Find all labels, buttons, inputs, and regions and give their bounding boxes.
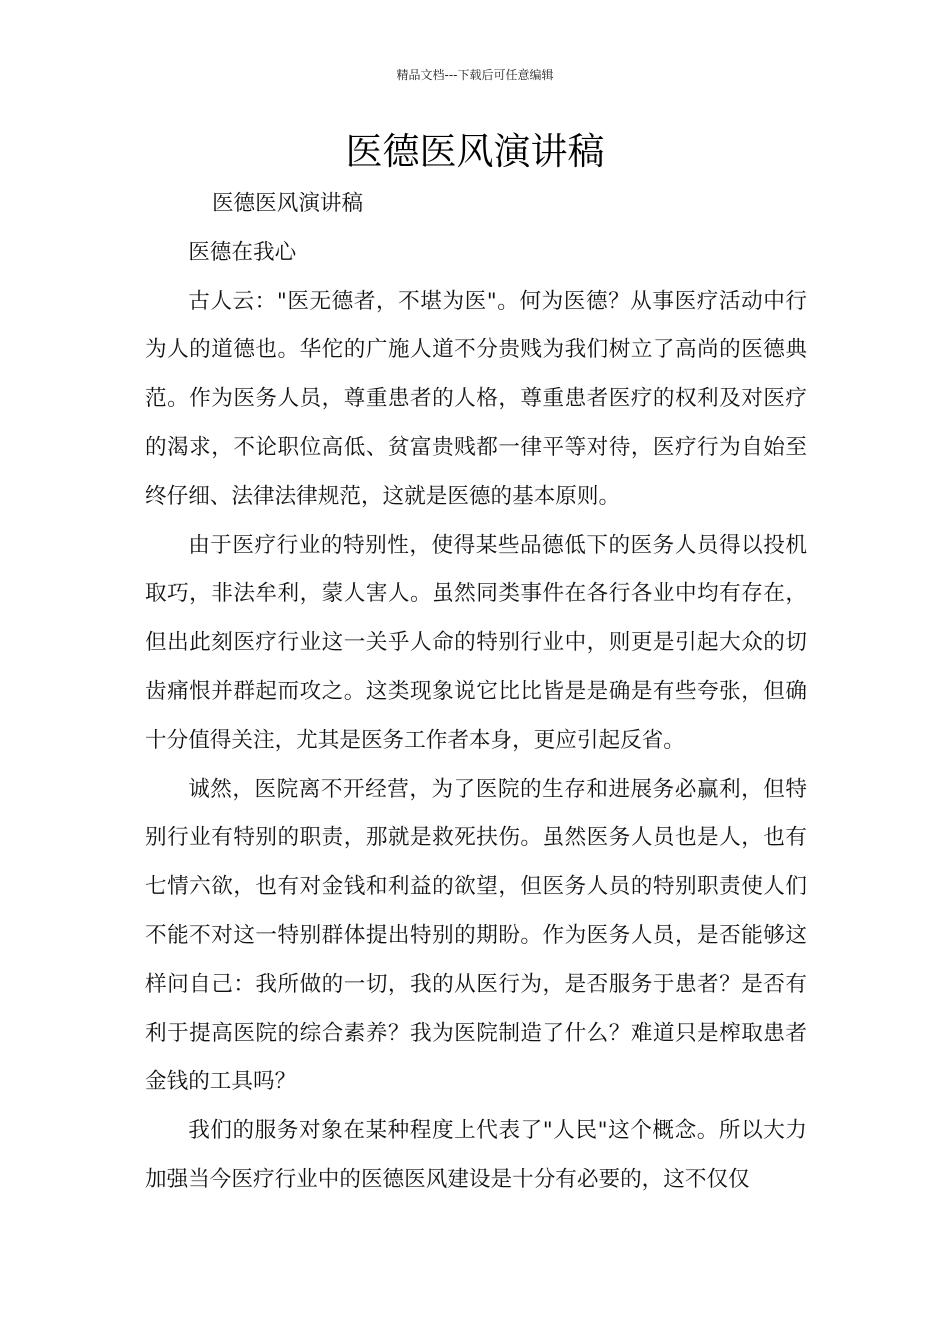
paragraph: 古人云："医无德者，不堪为医"。何为医德？从事医疗活动中行为人的道德也。华佗的广施人道不分贵贱为我们树立了高尚的医德典范。作为医务人员，尊重患者的人格，尊重患者医疗的权利及对医疗的渴求，不论职位高低、贫富贵贱都一律平等对待，医疗行为自始至终仔细、法律法律规范，这就是医德的基本原则。 [145, 288, 807, 509]
document-body [145, 180, 807, 1205]
header-note: 精品文档---下载后可任意编辑 [396, 68, 554, 82]
paragraph: 我们的服务对象在某种程度上代表了"人民"这个概念。所以大力加强当今医疗行业中的医德医风建设是十分有必要的，这不仅仅 [145, 1118, 807, 1192]
paragraph: 诚然，医院离不开经营，为了医院的生存和进展务必赢利，但特别行业有特别的职责，那就是救死扶伤。虽然医务人员也是人，也有七情六欲，也有对金钱和利益的欲望，但医务人员的特别职责使人们不能不对这一特别群体提出特别的期盼。作为医务人员，是否能够这样问自己：我所做的一切，我的从医行为，是否服务于患者？是否有利于提高医院的综合素养？我为医院制造了什么？难道只是榨取患者金钱的工具吗？ [145, 776, 807, 1095]
document-title: 医德医风演讲稿 [345, 130, 605, 173]
document-subtitle: 医德医风演讲稿 [211, 191, 364, 216]
paragraph: 由于医疗行业的特别性，使得某些品德低下的医务人员得以投机取巧，非法牟利，蒙人害人。虽然同类事件在各行各业中均有存在，但出此刻医疗行业这一关乎人命的特别行业中，则更是引起大众的切齿痛恨并群起而攻之。这类现象说它比比皆是是确是有些夸张，但确十分值得关注，尤其是医务工作者本身，更应引起反省。 [145, 532, 807, 753]
paragraph: 医德在我心 [188, 239, 297, 265]
